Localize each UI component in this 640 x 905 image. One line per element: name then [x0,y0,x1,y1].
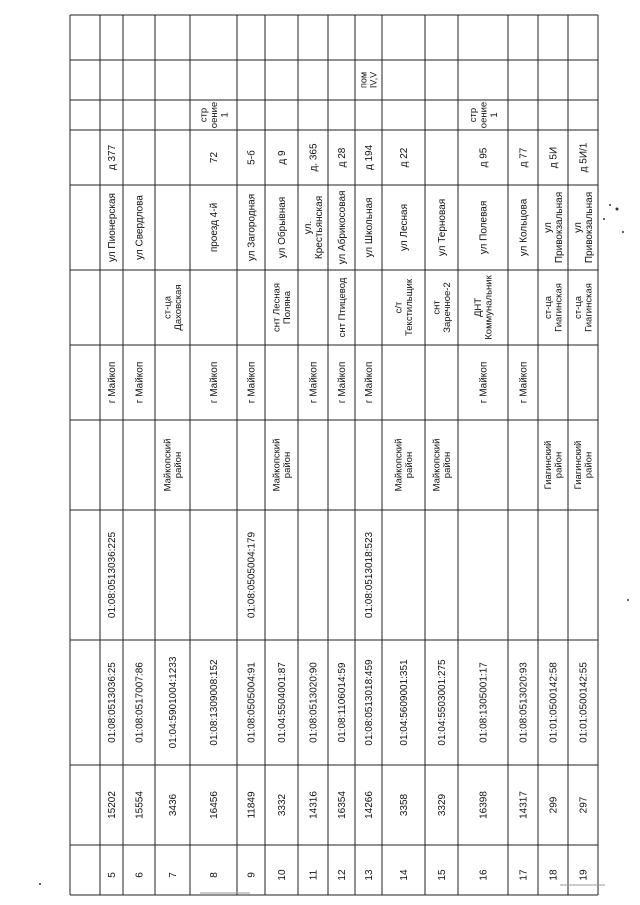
cell-cadastral-number: 01:08:0513020:90 [308,662,320,743]
cell-settlement: снт ЛеснаяПоляна [271,283,294,332]
cell-cadastral-number: 01:04:5609001:351 [399,659,410,746]
cell-no: 13 [364,869,375,881]
table-grid [70,15,598,895]
cell-id: 297 [578,796,590,814]
cell-street: ул Пионерская [107,193,118,262]
cell-cadastral-number: 01:08:0505004:91 [246,662,258,743]
cell-settlement: ст-цаГиагинская [543,283,565,332]
cell-building: строение1 [467,101,500,129]
cell-district: Майкопскийрайон [162,438,185,492]
cell-city: г Майкоп [107,361,118,404]
cell-cadastral-number: 01:04:5503001:275 [437,659,448,746]
scan-speck [622,231,624,233]
cell-id: 3332 [277,793,288,817]
cell-id: 14316 [308,791,320,819]
scan-speck [603,218,605,220]
cell-city: г Майкоп [478,361,490,404]
cell-house: д 5И/1 [578,142,590,173]
cell-house: д. 365 [308,143,320,172]
cell-house: д 22 [399,147,410,168]
cell-street: ул Загородная [246,193,258,262]
cell-parent-cadastral-number: 01:08:0513036:225 [107,531,118,619]
cell-no: 11 [308,869,320,881]
scan-speck [609,204,611,206]
cell-street: ул Лесная [399,203,410,252]
cell-city: г Майкоп [246,361,258,404]
cell-city: г Майкоп [134,361,146,404]
cell-cadastral-number: 01:04:5504001:87 [277,662,288,743]
cell-cadastral-number: 01:08:1106014:59 [337,662,348,743]
cell-no: 12 [337,869,348,881]
cell-no: 14 [399,869,410,881]
cell-unit: помIV,V [358,71,379,89]
cell-street: ул Обрывная [277,196,288,259]
cell-id: 16354 [337,791,348,819]
cell-house: д 9 [277,150,288,165]
scan-speck [627,599,629,601]
cell-no: 10 [277,869,288,881]
cell-id: 299 [548,796,560,814]
scan-speck [616,208,619,211]
cell-id: 15202 [107,791,118,819]
cell-street: ул Школьная [364,197,375,258]
cell-settlement: снт Птицевод [336,277,348,338]
table-cells [107,72,595,881]
cell-id: 14266 [364,791,375,819]
cell-cadastral-number: 01:08:0513020:93 [518,662,530,743]
cell-street: улПривокзальная [543,191,565,264]
cell-no: 19 [578,869,590,881]
cell-id: 3329 [437,793,448,817]
cell-no: 8 [209,872,220,878]
cell-street: ул Терновая [437,198,448,257]
cell-id: 14317 [518,791,530,819]
cell-house: д 28 [337,147,348,168]
cell-city: г Майкоп [308,361,320,404]
cell-id: 3436 [168,793,179,817]
cell-house: 72 [209,151,220,164]
scan-speck [39,883,41,885]
cell-cadastral-number: 01:08:0513036:25 [107,662,118,743]
cell-district: Майкопскийрайон [393,438,416,492]
cell-cadastral-number: 01:01:0500142:55 [578,662,590,743]
scan-specks [39,204,629,893]
cell-building: строение1 [198,101,231,129]
cell-no: 5 [107,872,118,878]
cell-cadastral-number: 01:08:0517007:86 [134,662,146,743]
cell-settlement: ст-цаГиагинская [573,283,595,332]
cell-house: д 377 [107,144,118,171]
cell-parent-cadastral-number: 01:08:0505004:179 [246,531,258,619]
cell-street: ул.Крестьянская [303,195,325,260]
cell-street: ул Кольцова [518,198,530,257]
cell-id: 16398 [478,791,490,819]
cell-cadastral-number: 01:01:0500142:58 [548,662,560,743]
cell-parent-cadastral-number: 01:08:0513018:523 [364,531,375,619]
cell-house: 5-б [246,150,258,165]
cell-no: 17 [518,869,530,881]
cell-district: Майкопскийрайон [431,438,454,492]
cell-no: 9 [246,872,258,878]
cell-no: 16 [478,869,490,881]
cell-district: Гиагинскийрайон [573,440,595,490]
cell-settlement: снтЗаречное-2 [431,282,454,333]
cell-street: ул Абрикосовая [337,190,348,265]
cell-id: 11849 [246,791,258,819]
cell-cadastral-number: 01:08:1309008:152 [209,659,220,746]
cell-district: Майкопскийрайон [271,438,294,492]
cell-no: 15 [437,869,448,881]
cell-no: 18 [548,869,560,881]
cell-id: 16456 [209,791,220,819]
cell-street: улПривокзальная [573,191,595,264]
cell-street: ул Полевая [478,200,490,255]
cell-no: 6 [134,872,146,878]
cell-city: г Майкоп [209,361,220,404]
cell-street: проезд 4-й [209,202,220,253]
cell-city: г Майкоп [364,361,375,404]
cell-house: д 194 [364,144,375,171]
cell-settlement: ст-цаДаховская [162,284,185,331]
cell-city: г Майкоп [518,361,530,404]
cell-settlement: ДНТКоммунальник [473,275,495,340]
cell-district: Гиагинскийрайон [543,440,565,490]
cell-cadastral-number: 01:08:1305001:17 [478,662,490,743]
cell-street: ул Свердлова [134,195,146,260]
cell-id: 3358 [399,793,410,817]
cell-house: д 95 [478,147,490,168]
cell-house: д 77 [518,147,530,168]
cell-house: д 5И [548,146,560,169]
cell-no: 7 [168,872,179,878]
cell-city: г Майкоп [337,361,348,404]
cell-cadastral-number: 01:08:0513018:459 [364,659,375,746]
cell-id: 15554 [134,791,146,819]
cell-cadastral-number: 01:04:5901004:1233 [168,656,179,749]
cell-settlement: с/тТекстильщик [393,279,416,336]
